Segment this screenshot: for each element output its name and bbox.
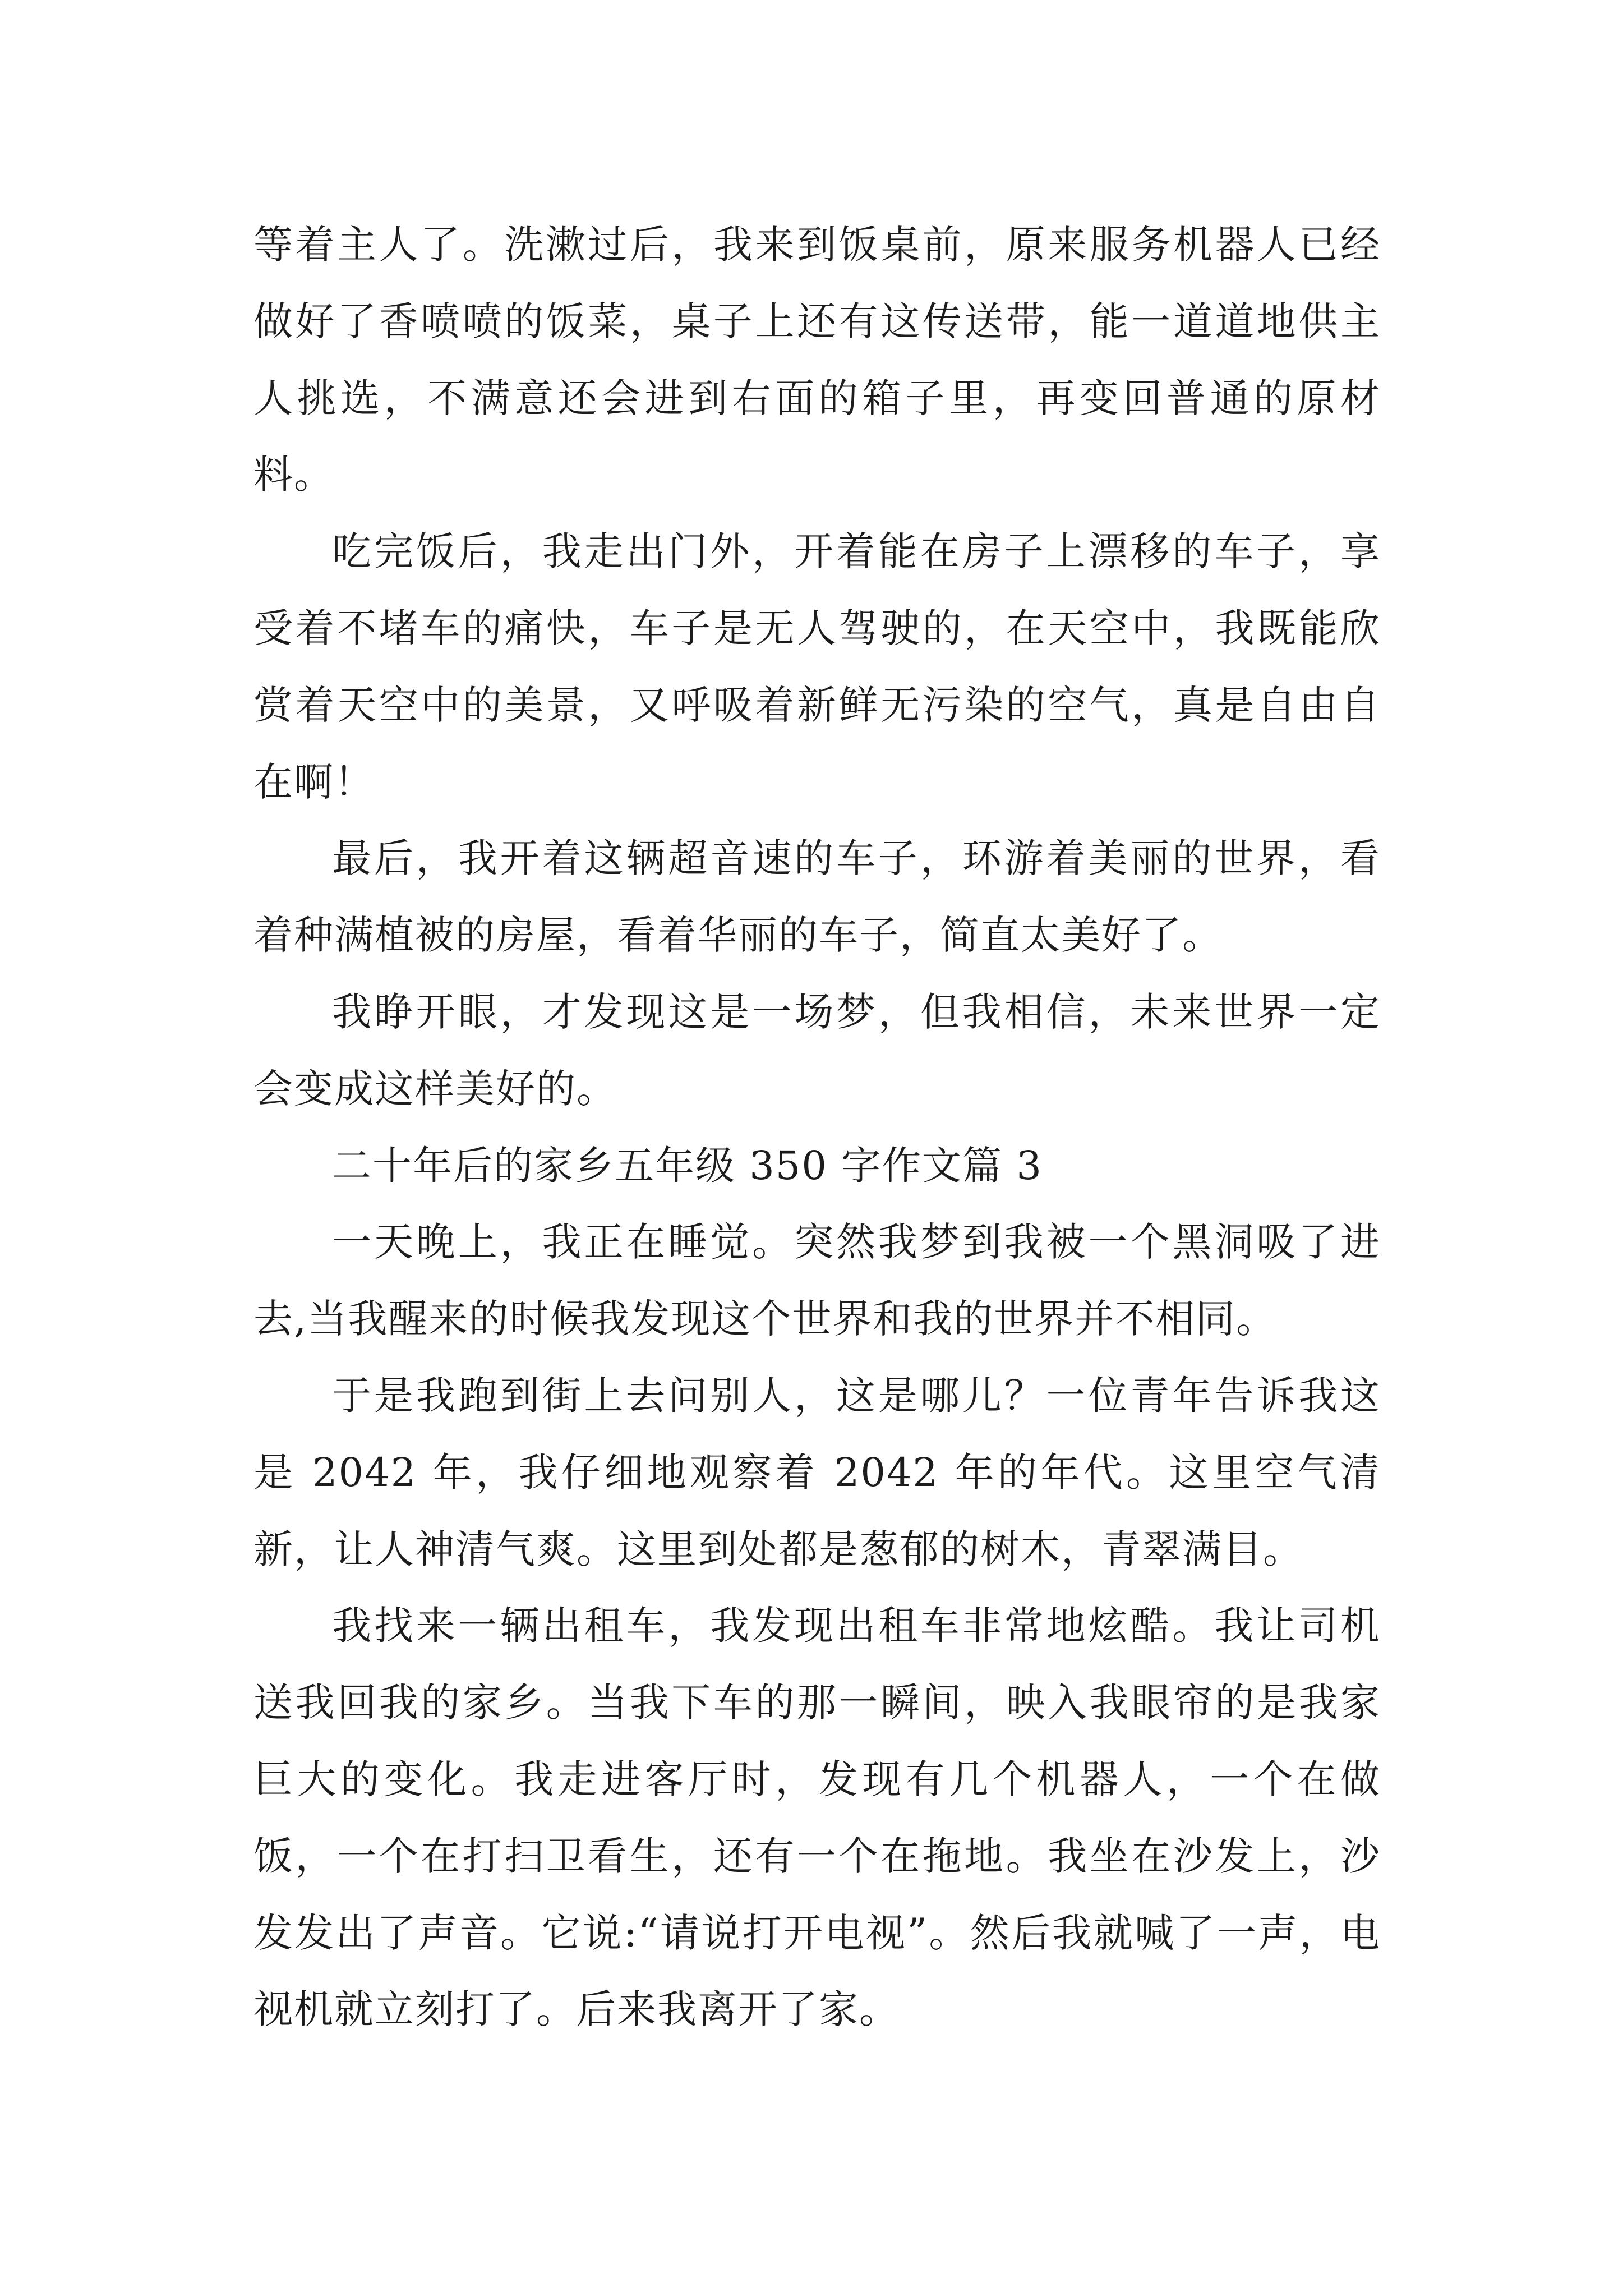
paragraph-dream-ending: 我睁开眼，才发现这是一场梦，但我相信，未来世界一定会变成这样美好的。	[253, 988, 1381, 1112]
document-body	[253, 206, 1381, 2048]
paragraph-breakfast: 等着主人了。洗漱过后，我来到饭桌前，原来服务机器人已经做好了香喷喷的饭菜，桌子上还有这传送带，能一道道地供主人挑选，不满意还会进到右面的箱子里，再变回普通的原材料。	[253, 222, 1381, 498]
paragraph-flying-car: 吃完饭后，我走出门外，开着能在房子上漂移的车子，享受着不堵车的痛快，车子是无人驾驶的，在天空中，我既能欣赏着天空中的美景，又呼吸着新鲜无污染的空气，真是自由自在啊！	[253, 528, 1381, 805]
paragraph-world-tour: 最后，我开着这辆超音速的车子，环游着美丽的世界，看着种满植被的房屋，看着华丽的车子，简直太美好了。	[253, 835, 1381, 959]
paragraph-black-hole: 一天晚上，我正在睡觉。突然我梦到我被一个黑洞吸了进去,当我醒来的时候我发现这个世界和我的世界并不相同。	[253, 1219, 1381, 1342]
paragraph-year-2042: 于是我跑到街上去问别人，这是哪儿？一位青年告诉我这是 2042 年，我仔细地观察着 2042 年的年代。这里空气清新，让人神清气爽。这里到处都是葱郁的树木，青翠满目。	[253, 1372, 1381, 1572]
paragraph-taxi-home: 我找来一辆出租车，我发现出租车非常地炫酷。我让司机送我回我的家乡。当我下车的那一瞬间，映入我眼帘的是我家巨大的变化。我走进客厅时，发现有几个机器人，一个在做饭，一个在打扫卫看生，还有一个在拖地。我坐在沙发上，沙发发出了声音。它说:“请说打开电视”。然后我就喊了一声，电视机就立刻打了。后来我离开了家。	[253, 1603, 1381, 2033]
section-heading: 二十年后的家乡五年级 350 字作文篇 3	[332, 1142, 1043, 1189]
